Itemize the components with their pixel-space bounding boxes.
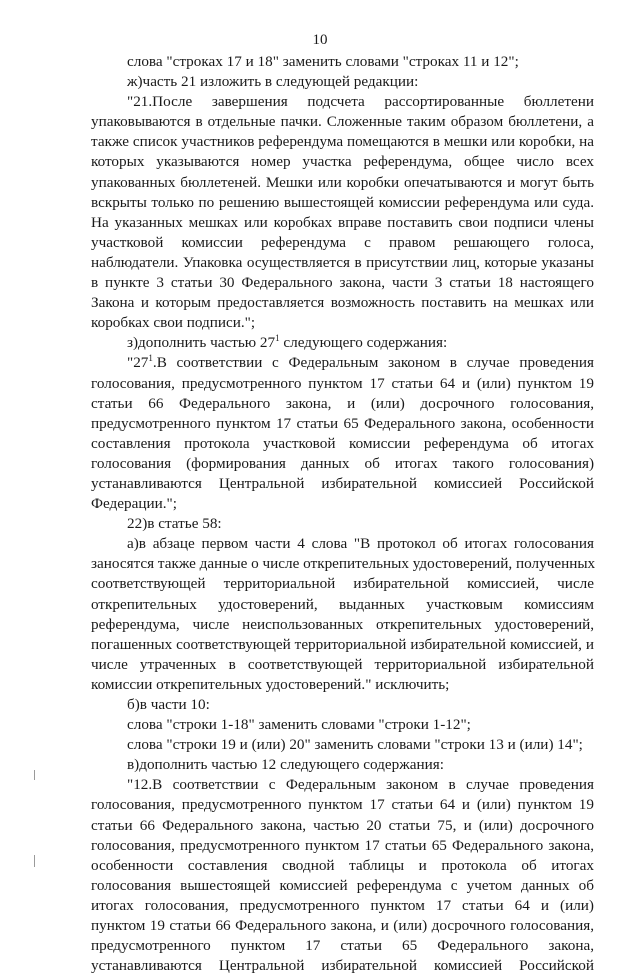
document-body bbox=[91, 52, 594, 976]
text-line: числе утраченных в соответствующей территориальной избирательной bbox=[91, 655, 594, 673]
text-line: комиссии открепительных удостоверений." исключить; bbox=[91, 675, 450, 693]
text-line: референдума, числе неиспользованных открепительных удостоверений, bbox=[91, 615, 594, 633]
text-line: голосования вышестоящей комиссией референдума с учетом данных об bbox=[91, 876, 594, 894]
text-line: слова "строки 19 и (или) 20" заменить словами "строки 13 и (или) 14"; bbox=[127, 736, 583, 754]
text-line: упакованных бюллетеней. Мешки или коробки опечатываются и могут быть bbox=[91, 173, 594, 191]
text-fragment: "27 bbox=[127, 354, 149, 372]
text-line: соответствующей территориальной избирательной комиссией, числе bbox=[91, 575, 594, 593]
text-line: статьи 66 Федерального закона, частью 20 статьи 75, и (или) досрочного bbox=[91, 816, 594, 834]
text-line: "21.После завершения подсчета рассортированные бюллетени bbox=[127, 93, 594, 111]
text-line: голосования, предусмотренного пунктом 17 статьи 65 Федерального закона, bbox=[91, 836, 594, 854]
text-line: коробках свои подписи."; bbox=[91, 314, 256, 332]
text-line: голосования, предусмотренного пунктом 17 статьи 64 и (или) пунктом 19 bbox=[91, 796, 594, 814]
superscript: 1 bbox=[275, 333, 280, 344]
text-line: 22)в статье 58: bbox=[127, 515, 222, 533]
text-line: пунктом 19 статьи 66 Федерального закона, и (или) досрочного голосования, bbox=[91, 917, 594, 935]
text-line: наблюдатели. Упаковка осуществляется в присутствии лиц, которые указаны bbox=[91, 253, 594, 271]
text-line: Закона и которым предоставляется возможность поставить на мешках или bbox=[91, 294, 594, 312]
page-number: 10 bbox=[312, 32, 328, 48]
text-line: статьи 66 Федерального закона, и (или) досрочного голосования, bbox=[91, 394, 594, 412]
text-line: устанавливаются Центральной избирательной комиссией Российской bbox=[91, 957, 594, 975]
text-line: упаковываются в отдельные пачки. Сложенные таким образом бюллетени, а bbox=[91, 113, 594, 131]
scan-margin-mark bbox=[34, 770, 35, 780]
text-line: в)дополнить частью 12 следующего содержания: bbox=[127, 756, 444, 774]
text-line: а)в абзаце первом части 4 слова "В протокол об итогах голосования bbox=[127, 535, 594, 553]
text-line: б)в части 10: bbox=[127, 696, 210, 713]
text-line: "12.В соответствии с Федеральным законом в случае проведения bbox=[127, 776, 594, 794]
text-line: голосования, предусмотренного пунктом 17 статьи 64 и (или) пунктом 19 bbox=[91, 374, 594, 392]
text-line: слова "строках 17 и 18" заменить словами "строках 11 и 12"; bbox=[127, 53, 519, 70]
text-line bbox=[91, 333, 594, 353]
text-line: голосования (формирования данных об итогах такого голосования) bbox=[91, 454, 594, 472]
text-line: На указанных мешках или коробках вправе поставить свои подписи члены bbox=[91, 213, 594, 231]
text-fragment: з)дополнить частью 27 bbox=[127, 334, 276, 352]
text-line: итогах голосования, предусмотренного пунктом 17 статьи 64 и (или) bbox=[91, 896, 594, 914]
text-line: погашенных соответствующей территориальной избирательной комиссией, и bbox=[91, 635, 594, 653]
scan-margin-mark bbox=[34, 855, 35, 867]
text-line: ж)часть 21 изложить в следующей редакции: bbox=[127, 73, 419, 91]
text-line: слова "строки 1-18" заменить словами "строки 1-12"; bbox=[127, 716, 471, 734]
text-line: заносятся также данные о числе открепительных удостоверений, полученных bbox=[91, 555, 596, 573]
text-line bbox=[91, 353, 594, 373]
text-line: устанавливаются Центральной избирательной комиссией Российской bbox=[91, 474, 594, 492]
text-line: составления протокола участковой комиссии референдума об итогах bbox=[91, 434, 594, 452]
text-line: также список участников референдума помещаются в мешки или коробки, на bbox=[91, 133, 594, 151]
text-line: открепительных удостоверений, выданных участковым комиссиям bbox=[91, 595, 594, 613]
text-fragment: следующего содержания: bbox=[279, 334, 448, 352]
superscript: 1 bbox=[148, 353, 153, 364]
text-line: вскрыты только по решению вышестоящей комиссии референдума или суда. bbox=[91, 193, 594, 211]
text-line: особенности составления сводной таблицы и протокола об итогах bbox=[91, 856, 594, 874]
text-line: предусмотренного пунктом 17 статьи 65 Федерального закона, особенности bbox=[91, 414, 594, 432]
text-line: Федерации."; bbox=[91, 495, 177, 513]
text-line: которых указываются номер участка референдума, общее число всех bbox=[91, 153, 594, 171]
text-line: участковой комиссии референдума с правом решающего голоса, bbox=[91, 233, 594, 251]
text-fragment: .В соответствии с Федеральным законом в случае проведения bbox=[152, 354, 594, 372]
text-line: предусмотренного пунктом 17 статьи 65 Федерального закона, bbox=[91, 937, 594, 955]
text-line: в пункте 3 статьи 30 Федерального закона, части 3 статьи 18 настоящего bbox=[91, 274, 594, 292]
